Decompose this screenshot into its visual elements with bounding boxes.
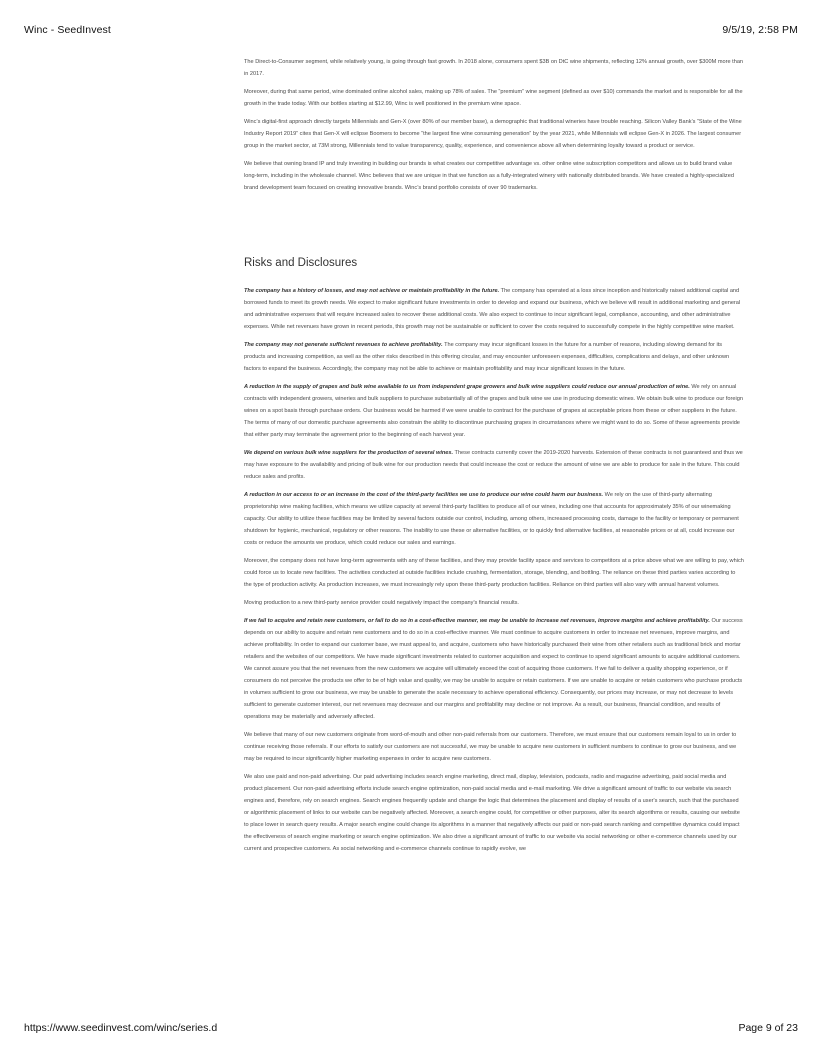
risk-body: We rely on annual contracts with independent growers, wineries and bulk suppliers to purchase substantially all of the grapes and bulk wine we use in producing domestic wines. We obtain bulk wine to produce our foreign wines on a spot basis through purchase orders. Our business would be harmed if we were unable to contract for the purchase of grapes at acceptable prices from these or other suppliers in the future. The terms of many of our domestic purchase agreements also constrain the ability to discontinue purchasing grapes in circumstances where we might want to do so. Some of these agreements provide that either party may terminate the agreement prior to the beginning of each harvest year. [244, 384, 743, 438]
risk-body: We believe that many of our new customers originate from word-of-mouth and other non-paid referrals from our customers. Therefore, we must ensure that our customers remain loyal to us in order to continue receiving those referrals. If our efforts to satisfy our customers are not successful, we may be unable to acquire new customers in sufficient numbers to continue to grow our business, and we may be required to incur significantly higher marketing expenses in order to acquire new customers. [244, 732, 737, 762]
print-header [24, 24, 798, 36]
intro-paragraph: We believe that owning brand IP and truly investing in building our brands is what creates our competitive advantage vs. other online wine subscription competitors and allows us to build brand value long-term, including in the wholesale channel. Winc believes that we are unique in that we function as a fully-integrated winery with nationally distributed brands. We have created a highly-specialized brand development team focused on creating innovative brands. Winc’s brand portfolio consists of over 90 trademarks. [244, 161, 734, 191]
risk-paragraph [244, 339, 744, 375]
risk-body: The company may incur significant losses in the future for a number of reasons, including slowing demand for its products and increasing competition, as well as the other risks described in this offering circular, and may encounter unforeseen expenses, difficulties, complications and delays, and other unknown factors to expand the business. Accordingly, the company may not be able to achieve or maintain profitability and may incur significant losses in the future. [244, 342, 730, 372]
risk-paragraph [244, 285, 744, 333]
risk-lead: The company has a history of losses, and may not achieve or maintain profitability in the future. [244, 288, 500, 294]
risk-body: We rely on the use of third-party alternating proprietorship wine making facilities, which means we utilize capacity at several third-party facilities to produce all of our wines, including one that accounts for approximately 35% of our winemaking capacity. Our ability to utilize these facilities may be limited by several factors outside our control, including, among others, increased processing costs, damage to the facility or temporary or permanent shutdown for hygienic, mechanical, regulatory or other reasons. The inability to use these or alternative facilities, or to quickly find alternative facilities, at reasonable prices or at all, could increase our costs or reduce the amounts we produce, which could reduce our sales and earnings. [244, 492, 739, 546]
risk-paragraph [244, 555, 744, 591]
intro-section [244, 56, 744, 194]
page-number: Page 9 of 23 [738, 1022, 798, 1034]
page-content [244, 56, 744, 855]
risk-body: Moving production to a new third-party service provider could negatively impact the company's financial results. [244, 600, 519, 606]
print-footer [24, 1022, 798, 1034]
page-url: https://www.seedinvest.com/winc/series.d [24, 1022, 218, 1034]
intro-paragraph: The Direct-to-Consumer segment, while relatively young, is going through fast growth. In 2018 alone, consumers spent $3B on DtC wine shipments, reflecting 12% annual growth, over $300M more than in 2017. [244, 59, 744, 77]
risk-body: Our success depends on our ability to acquire and retain new customers and to do so in a cost-effective manner. We must continue to acquire customers in order to increase net revenues, improve margins, and achieve profitability. In order to expand our customer base, we must appeal to, and acquire, customers who have historically purchased their wine from other retailers such as traditional brick and mortar retailers and the websites of our competitors. We have made significant investments related to customer acquisition and expect to continue to spend significant amounts to acquire additional customers. We cannot assure you that the net revenues from the new customers we acquire will ultimately exceed the cost of acquiring those customers. If we fail to deliver a quality shopping experience, or if consumers do not perceive the products we offer to be of high value and quality, we may be unable to acquire or retain customers. If we are unable to acquire or retain customers who purchase products in volumes sufficient to grow our business, we may be unable to generate the scale necessary to achieve operational efficiency. Consequently, our prices may increase, or may not decrease to levels sufficient to generate customer interest, our net revenues may decrease and our margins and profitability may decline or not improve. As a result, our business, financial condition, and results of operations may be materially and adversely affected. [244, 618, 743, 720]
print-datetime: 9/5/19, 2:58 PM [722, 24, 798, 36]
risk-paragraph [244, 381, 744, 441]
risks-section [244, 285, 744, 855]
risk-paragraph [244, 729, 744, 765]
risk-paragraph [244, 489, 744, 549]
risk-lead: The company may not generate sufficient revenues to achieve profitability. [244, 342, 443, 348]
risk-paragraph [244, 597, 744, 609]
intro-paragraph: Winc’s digital-first approach directly targets Millennials and Gen-X (over 80% of our member base), a demographic that traditional wineries have trouble reaching. Silicon Valley Bank’s “State of the Wine Industry Report 2019” cites that Gen-X will eclipse Boomers to become “the largest fine wine consuming generation” by the year 2021, while Millennials will eclipse Gen-X in 2026. The largest consumer group in the market sector, at 73M strong, Millennials tend to value transparency, quality, experience, and convenience above all when determining loyalty toward a product or service. [244, 119, 742, 149]
intro-paragraph: Moreover, during that same period, wine dominated online alcohol sales, making up 78% of sales. The “premium” wine segment (defined as over $10) commands the market and is responsible for all the growth in the trade today. With our bottles starting at $12.99, Winc is well positioned in the premium wine space. [244, 89, 743, 107]
risk-lead: A reduction in the supply of grapes and bulk wine available to us from independent grape growers and bulk wine suppliers could reduce our annual production of wine. [244, 384, 690, 390]
risk-body: Moreover, the company does not have long-term agreements with any of these facilities, and they may provide facility space and services to competitors at a price above what we are willing to pay, which could force us to locate new facilities. The activities conducted at outside facilities include crushing, fermentation, storage, blending, and bottling. The reliance on these third parties varies according to the type of production activity. As production increases, we must increasingly rely upon these third-party production facilities. Reliance on third parties will also vary with annual harvest volumes. [244, 558, 744, 588]
risk-paragraph [244, 615, 744, 723]
risks-heading: Risks and Disclosures [244, 257, 358, 269]
risk-lead: If we fail to acquire and retain new customers, or fail to do so in a cost-effective manner, we may be unable to increase net revenues, improve margins and achieve profitability. [244, 618, 710, 624]
risk-body: These contracts currently cover the 2019-2020 harvests. Extension of these contracts is not guaranteed and thus we may have exposure to the availability and pricing of bulk wine for our production needs that could increase the cost or reduce the amount of wine we are able to produce for sale in the future. This could reduce sales and profits. [244, 450, 743, 480]
risk-paragraph [244, 447, 744, 483]
risk-body: We also use paid and non-paid advertising. Our paid advertising includes search engine marketing, direct mail, display, television, podcasts, radio and magazine advertising, paid social media and product placement. Our non-paid advertising efforts include search engine optimization, non-paid social media and e-mail marketing. We drive a significant amount of traffic to our website via search engines and, therefore, rely on search engines. Search engines frequently update and change the logic that determines the placement and display of results of a user's search, such that the purchased or algorithmic placement of links to our website can be negatively affected. Moreover, a search engine could, for competitive or other purposes, alter its search algorithms or results, causing our website to place lower in search query results. A major search engine could change its algorithms in a manner that negatively affects our paid or non-paid search ranking and competitive dynamics could impact the effectiveness of search engine marketing or search engine optimization. We also drive a significant amount of traffic to our website via social networking or other e-commerce channels used by our current and prospective customers. As social networking and e-commerce channels continue to rapidly evolve, we [244, 774, 740, 852]
risk-lead: A reduction in our access to or an increase in the cost of the third-party facilities we use to produce our wine could harm our business. [244, 492, 604, 498]
risk-body: The company has operated at a loss since inception and historically raised additional capital and borrowed funds to meet its growth needs. We expect to make significant future investments in order to develop and expand our business, which we believe will result in additional marketing and general and administrative expenses that will require increased sales to recover these additional costs. We also expect to continue to incur significant legal, compliance, accounting, and other administrative expenses. While net revenues have grown in recent periods, this growth may not be sustainable or sufficient to cover the costs required to successfully compete in the highly competitive wine market. [244, 288, 741, 330]
risk-paragraph [244, 771, 744, 855]
risk-lead: We depend on various bulk wine suppliers for the production of several wines. [244, 450, 454, 456]
document-title: Winc - SeedInvest [24, 24, 111, 36]
